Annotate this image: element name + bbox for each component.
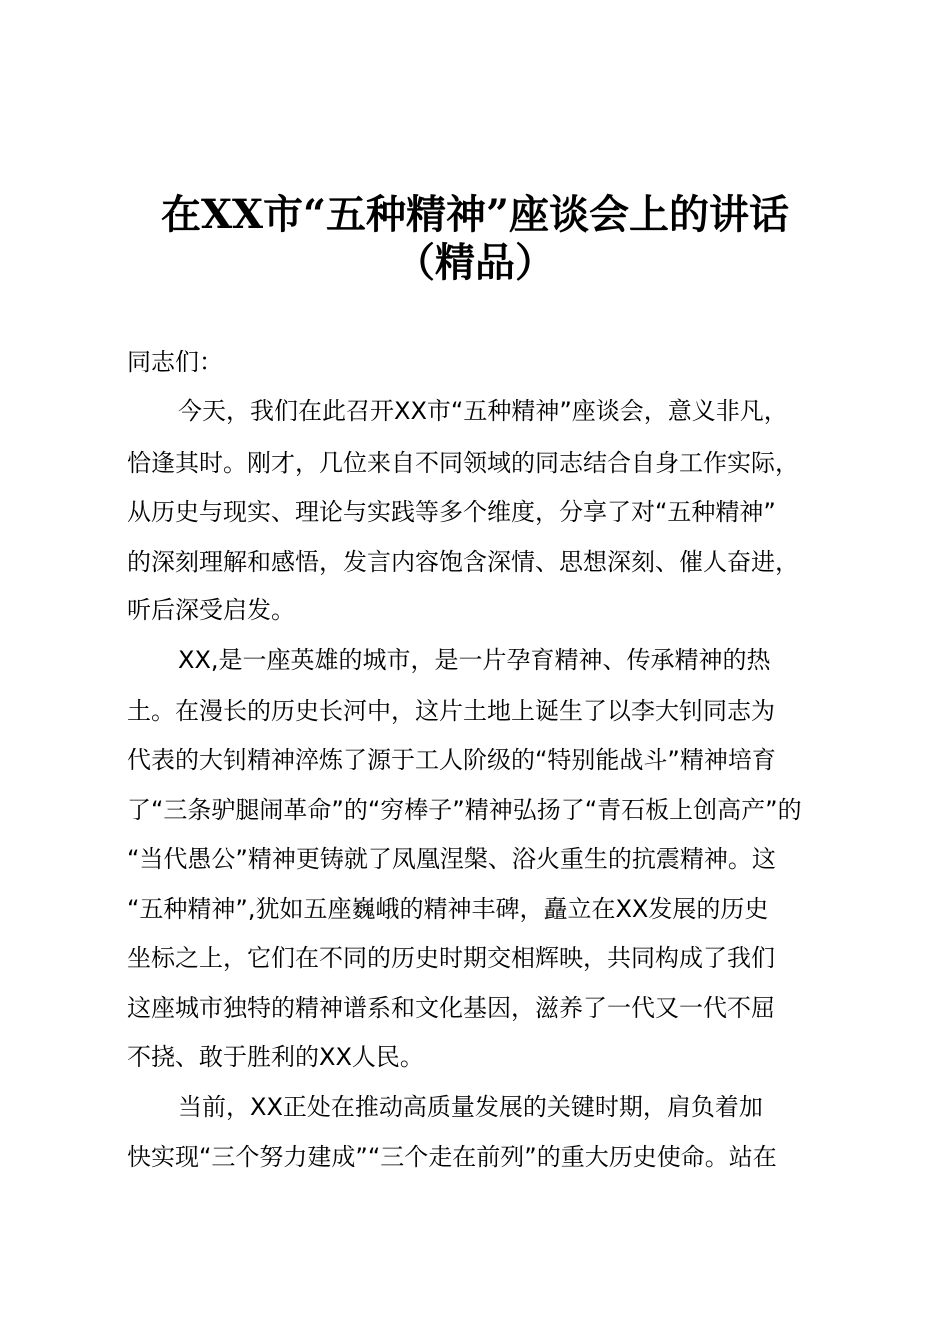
paragraph-2-line-2: 土。在漫长的历史长河中，这片土地上诞生了以李大钊同志为 — [127, 697, 775, 725]
paragraph-1-line-3: 从历史与现实、理论与实践等多个维度，分享了对“五种精神” — [127, 498, 776, 526]
paragraph-1-line-4: 的深刻理解和感悟，发言内容饱含深情、思想深刻、催人奋进， — [127, 548, 799, 576]
paragraph-2-line-1: XX,是一座英雄的城市，是一片孕育精神、传承精神的热 — [178, 646, 771, 674]
paragraph-3-line-1: 当前，XX正处在推动高质量发展的关键时期，肩负着加 — [178, 1093, 763, 1121]
document-subtitle: （精品） — [395, 239, 555, 286]
paragraph-2-line-3: 代表的大钊精神淬炼了源于工人阶级的“特别能战斗”精神培育 — [127, 746, 776, 774]
paragraph-1-line-2: 恰逢其时。刚才，几位来自不同领域的同志结合自身工作实际， — [127, 449, 799, 477]
greeting-line: 同志们： — [127, 348, 223, 376]
paragraph-2-line-5: “当代愚公”精神更铸就了凤凰涅槃、浴火重生的抗震精神。这 — [127, 845, 776, 873]
paragraph-2-line-8: 这座城市独特的精神谱系和文化基因，滋养了一代又一代不屈 — [127, 994, 775, 1022]
paragraph-2-line-6: “五种精神”,犹如五座巍峨的精神丰碑，矗立在XX发展的历史 — [127, 895, 769, 923]
paragraph-1-line-5: 听后深受启发。 — [127, 596, 295, 624]
paragraph-1-line-1: 今天，我们在此召开XX市“五种精神”座谈会，意义非凡， — [178, 397, 788, 425]
paragraph-3-line-2: 快实现“三个努力建成”“三个走在前列”的重大历史使命。站在 — [127, 1143, 777, 1171]
document-title: 在XX市“五种精神”座谈会上的讲话 — [160, 191, 790, 238]
paragraph-2-line-9: 不挠、敢于胜利的XX人民。 — [127, 1043, 424, 1071]
paragraph-2-line-7: 坐标之上，它们在不同的历史时期交相辉映，共同构成了我们 — [127, 944, 775, 972]
paragraph-2-line-4: 了“三条驴腿闹革命”的“穷棒子”精神弘扬了“青石板上创高产”的 — [127, 796, 802, 824]
